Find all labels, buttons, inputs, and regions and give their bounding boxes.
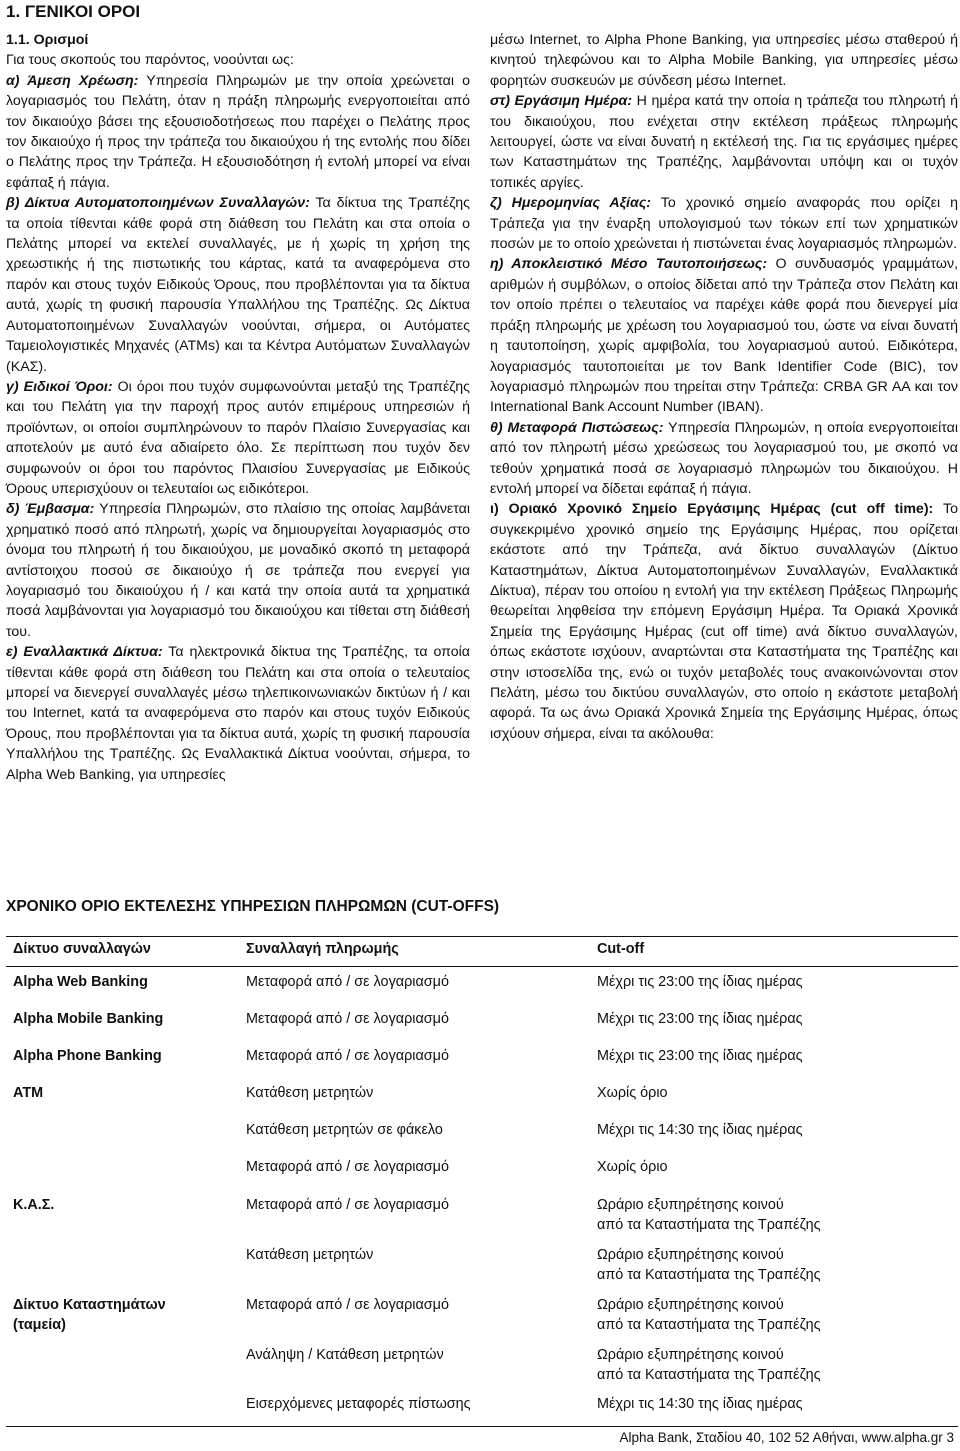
network-cell: Alpha Web Banking bbox=[13, 974, 148, 990]
definition-text: Το χρονικό σημείο αναφοράς που ορίζει η Τράπεζα για την έναρξη υπολογισμού των τόκων επί των χρηματικών ποσών με το οποίο χρεώνεται ή πιστώνεται ένας λογαριασμός πληρωμών. bbox=[490, 195, 959, 253]
definition-term: δ) Έμβασμα: bbox=[6, 501, 95, 518]
transaction-cell: Μεταφορά από / σε λογαριασμό bbox=[246, 1159, 449, 1175]
transaction-cell: Μεταφορά από / σε λογαριασμό bbox=[246, 1011, 449, 1027]
definition-text: Ο συνδυασμός γραμμάτων, αριθμών ή συμβόλων, ο οποίος δίδεται από την Τράπεζα στον Πελάτη και τον οποίο πρέπει ο τελευταίος να παρέχει κάθε φορά που διενεργεί μία πράξη πληρωμής με χρέωση του λογαριασμού του, ώστε να είναι δυνατή η ταυτοποίηση, χωρίς αμφιβολία, του λογαριασμού αυτού. Ειδικότερα, λογαριασμός ταυτοποιείται με τον Bank Identifier Code (BIC), τον λογαριασμό πληρωμών που τηρείται στην Τράπεζα: CRBA GR AA και τον International Bank Account Number (IBAN). bbox=[490, 256, 959, 416]
definition-term: β) Δίκτυα Αυτοματοποιημένων Συναλλαγών: bbox=[6, 195, 310, 212]
definition-text: Το συγκεκριμένο χρονικό σημείο της Εργάσιμης Ημέρας, που ορίζεται εκάστοτε από την Τράπεζα, ανά δίκτυο συναλλαγών (Δίκτυο Καταστημάτων, Δίκτυα Αυτοματοποιημένων Συναλλαγών, Εναλλακτικά Δίκτυα), πέραν του οποίου η εντολή για την εκτέλεση Πράξεως Πληρωμής θεωρείται ληφθείσα την επόμενη Εργάσιμη Ημέρα. Τα Οριακά Χρονικά Σημεία της Εργάσιμης Ημέρας (cut off time) ανά δίκτυο συναλλαγών, όπως εκάστοτε ισχύουν, αναρτώνται στα Καταστήματα της Τραπέζης και στην ιστοσελίδα της, ενώ οι τυχόν μεταβολές τους ανακοινώνονται στον Πελάτη, μέσω του δικτύου συναλλαγών, στο οποίο η εκάστοτε μεταβολή αφορά. Τα ως άνω Οριακά Χρονικά Σημεία της Εργάσιμης Ημέρας, όπως ισχύουν σήμερα, είναι τα ακόλουθα: bbox=[490, 501, 958, 742]
definition-b bbox=[6, 193, 470, 377]
definition-text: Υπηρεσία Πληρωμών, η οποία ενεργοποιείται από τον πληρωτή μέσω χρεώσεως του λογαριασμού του, με σκοπό να τεθούν χρηματικά ποσά σε λογαριασμό πληρωμών του δικαιούχου. Η εντολή μπορεί να δίδεται εφάπαξ ή πάγια. bbox=[490, 419, 958, 497]
definition-text: Υπηρεσία Πληρωμών, στο πλαίσιο της οποίας λαμβάνεται χρηματικό ποσό από πληρωτή, χωρίς να δημιουργείται λογαριασμός στο όνομα του πληρωτή ή του δικαιούχου, με μοναδικό σκοπό τη μεταφορά αντίστοιχου ποσού σε δικαιούχο ή σε τράπεζα που ενεργεί για λογαριασμό του δικαιούχου ή / και κατά την οποία αυτά τα χρηματικά ποσά λαμβάνονται για λογαριασμό του δικαιούχου και τίθεται στη διάθεσή του. bbox=[6, 501, 471, 640]
definition-term: θ) Μεταφορά Πιστώσεως: bbox=[490, 419, 664, 436]
network-cell bbox=[6, 1115, 239, 1152]
cutoff-cell: Χωρίς όριο bbox=[597, 1159, 668, 1175]
table-row bbox=[6, 1289, 958, 1339]
table-row bbox=[6, 1189, 958, 1239]
definition-term: α) Άμεση Χρέωση: bbox=[6, 72, 139, 89]
transaction-cell: Κατάθεση μετρητών bbox=[246, 1247, 374, 1263]
definition-h bbox=[490, 254, 958, 417]
cutoff-cell: Μέχρι τις 23:00 της ίδιας ημέρας bbox=[597, 974, 803, 990]
table-row bbox=[6, 1339, 958, 1389]
definition-text: Οι όροι που τυχόν συμφωνούνται μεταξύ της Τραπέζης και του Πελάτη για την παροχή προς αυτόν επιμέρους υπηρεσιών ή προϊόντων, οι οποίοι συμπληρώνουν το παρόν Πλαίσιο Συνεργασίας και αποτελούν με αυτό ένα αδιαίρετο όλο. Σε περίπτωση που τυχόν δεν συμφωνούν οι όροι του παρόντος Πλαισίου Συνεργασίας με Ειδικούς Όρους υπερισχύουν οι τελευταίοι ως ειδικότεροι. bbox=[6, 378, 470, 497]
subsection-title: 1.1. Ορισμοί bbox=[6, 32, 89, 48]
definition-text: Τα ηλεκτρονικά δίκτυα της Τραπέζης, τα οποία τίθενται κάθε φορά στη διάθεση του Πελάτη και στα οποία ο τελευταίος μπορεί να διενεργεί συναλλαγές μέσω τηλεπικοινωνιακών δικτύων ή / και του Internet, κατά τα αναφερόμενα στο παρόν και στους τυχόν Ειδικούς Όρους, που προβλέπονται για τα δίκτυα αυτά, χωρίς τη φυσική παρουσία Υπαλλήλου της Τραπέζης. Ως Εναλλακτικά Δίκτυα νοούνται, σήμερα, το Alpha Web Banking, για υπηρεσίες bbox=[6, 644, 470, 783]
definition-text: Η ημέρα κατά την οποία η τράπεζα του πληρωτή ή του δικαιούχου, που ενέχεται στην εκτέλεση πράξεως πληρωμής λειτουργεί, ώστε να είναι δυνατή η εκτέλεσή της. Για τις εργάσιμες ημέρες των Καταστημάτων της Τραπέζης, λαμβάνονται υπόψη και οι τυχόν τοπικές αργίες. bbox=[490, 93, 959, 191]
column-header: Cut-off bbox=[590, 937, 958, 967]
column-header: Συναλλαγή πληρωμής bbox=[239, 937, 590, 967]
network-cell bbox=[6, 1339, 239, 1389]
section-title: 1. ΓΕΝΙΚΟΙ ΟΡΟΙ bbox=[6, 2, 141, 21]
table-row bbox=[6, 1152, 958, 1189]
definition-term: ε) Εναλλακτικά Δίκτυα: bbox=[6, 644, 163, 661]
definition-e bbox=[6, 642, 470, 785]
intro-text: Για τους σκοπούς του παρόντος, νοούνται ως: bbox=[6, 52, 294, 69]
table-row bbox=[6, 1078, 958, 1115]
cutoff-cell: Μέχρι τις 14:30 της ίδιας ημέρας bbox=[597, 1122, 803, 1138]
definition-term: ι) Οριακό Χρονικό Σημείο Εργάσιμης Ημέρας (cut off time): bbox=[490, 501, 934, 518]
network-cell bbox=[6, 1239, 239, 1289]
network-cell bbox=[6, 1389, 239, 1427]
definition-c bbox=[6, 377, 470, 499]
cutoff-table-title: ΧΡΟΝΙΚΟ ΟΡΙΟ ΕΚΤΕΛΕΣΗΣ ΥΠΗΡΕΣΙΩΝ ΠΛΗΡΩΜΩΝ (CUT-OFFS) bbox=[6, 898, 500, 915]
definition-j bbox=[490, 499, 958, 744]
definition-e-continued: μέσω Internet, το Alpha Phone Banking, για υπηρεσίες μέσω σταθερού ή κινητού τηλεφώνου και το Alpha Mobile Banking, για υπηρεσίες μέσω φορητών συσκευών με σύνδεση μέσω Internet. bbox=[490, 32, 958, 89]
right-column bbox=[490, 30, 958, 744]
network-cell: Κ.Α.Σ. bbox=[13, 1197, 55, 1213]
definition-g bbox=[490, 193, 958, 254]
definition-term: η) Αποκλειστικό Μέσο Ταυτοποιήσεως: bbox=[490, 256, 768, 273]
table-row bbox=[6, 1115, 958, 1152]
cutoff-cell: Μέχρι τις 14:30 της ίδιας ημέρας bbox=[590, 1389, 958, 1427]
definition-f bbox=[490, 91, 958, 193]
definition-term: γ) Ειδικοί Όροι: bbox=[6, 378, 113, 395]
transaction-cell: Κατάθεση μετρητών σε φάκελο bbox=[246, 1122, 443, 1138]
transaction-cell: Εισερχόμενες μεταφορές πίστωσης bbox=[239, 1389, 590, 1427]
transaction-cell: Μεταφορά από / σε λογαριασμό bbox=[246, 1048, 449, 1064]
table-row bbox=[6, 1239, 958, 1289]
definition-text: Υπηρεσία Πληρωμών με την οποία χρεώνεται ο λογαριασμός του Πελάτη, όταν η πράξη πληρωμής ενεργοποιείται από τον δικαιούχο βάσει της εξουσιοδοτήσεως που παρέχει ο Πελάτης προς τον δικαιούχο ή προς την τράπεζα του δικαιούχου ή της εντολής που δίδει ο Πελάτης προς την Τράπεζα. Η εξουσιοδότηση ή εντολή μπορεί να είναι εφάπαξ ή πάγια. bbox=[6, 72, 470, 191]
transaction-cell: Κατάθεση μετρητών bbox=[246, 1085, 374, 1101]
cutoff-cell: Ωράριο εξυπηρέτησης κοινού από τα Καταστήματα της Τραπέζης bbox=[597, 1347, 821, 1383]
transaction-cell: Μεταφορά από / σε λογαριασμό bbox=[246, 1197, 449, 1213]
definition-a bbox=[6, 71, 470, 193]
left-column bbox=[6, 30, 470, 785]
network-cell: Δίκτυο Καταστημάτων (ταμεία) bbox=[13, 1297, 166, 1333]
definition-i bbox=[490, 418, 958, 500]
cutoff-cell: Μέχρι τις 23:00 της ίδιας ημέρας bbox=[597, 1048, 803, 1064]
page-footer: Alpha Bank, Σταδίου 40, 102 52 Αθήναι, www.alpha.gr 3 bbox=[619, 1430, 954, 1445]
transaction-cell: Μεταφορά από / σε λογαριασμό bbox=[246, 1297, 449, 1313]
cutoff-cell: Ωράριο εξυπηρέτησης κοινού από τα Καταστήματα της Τραπέζης bbox=[597, 1197, 821, 1233]
table-header-row bbox=[6, 937, 958, 967]
network-cell: ATM bbox=[13, 1085, 44, 1101]
network-cell bbox=[6, 1152, 239, 1189]
network-cell: Alpha Phone Banking bbox=[13, 1048, 162, 1064]
cutoff-cell: Ωράριο εξυπηρέτησης κοινού από τα Καταστήματα της Τραπέζης bbox=[597, 1297, 821, 1333]
definition-term: ζ) Ημερομηνίας Αξίας: bbox=[490, 195, 652, 212]
cutoff-cell: Ωράριο εξυπηρέτησης κοινού από τα Καταστήματα της Τραπέζης bbox=[597, 1247, 821, 1283]
cutoff-table bbox=[6, 936, 958, 1427]
definition-d bbox=[6, 499, 470, 642]
cutoff-cell: Χωρίς όριο bbox=[597, 1085, 668, 1101]
network-cell: Alpha Mobile Banking bbox=[13, 1011, 164, 1027]
column-header: Δίκτυο συναλλαγών bbox=[6, 937, 239, 967]
table-row bbox=[6, 1389, 958, 1427]
table-row bbox=[6, 967, 958, 1005]
cutoff-cell: Μέχρι τις 23:00 της ίδιας ημέρας bbox=[597, 1011, 803, 1027]
definition-term: στ) Εργάσιμη Ημέρα: bbox=[490, 93, 633, 110]
definition-text: Τα δίκτυα της Τραπέζης τα οποία τίθενται κάθε φορά στη διάθεση του Πελάτη και στα οποία ο Πελάτης μπορεί να εκτελεί συναλλαγές, με ή χωρίς τη χρήση της χρεωστικής ή της πιστωτικής του κάρτας, κατά τα αναφερόμενα στο παρόν και στους τυχόν Ειδικούς Όρους, που προβλέπονται για τα δίκτυα αυτά, χωρίς τη φυσική παρουσία Υπαλλήλου της Τραπέζης. Ως Δίκτυα Αυτοματοποιημένων Συναλλαγών νοούνται, σήμερα, οι Αυτόματες Ταμειολογιστικές Μηχανές (ΑΤΜs) και τα Κέντρα Αυτόματων Συναλλαγών (ΚΑΣ). bbox=[6, 195, 470, 375]
table-row bbox=[6, 1041, 958, 1078]
table-row bbox=[6, 1004, 958, 1041]
transaction-cell: Μεταφορά από / σε λογαριασμό bbox=[246, 974, 449, 990]
transaction-cell: Ανάληψη / Κατάθεση μετρητών bbox=[246, 1347, 444, 1363]
